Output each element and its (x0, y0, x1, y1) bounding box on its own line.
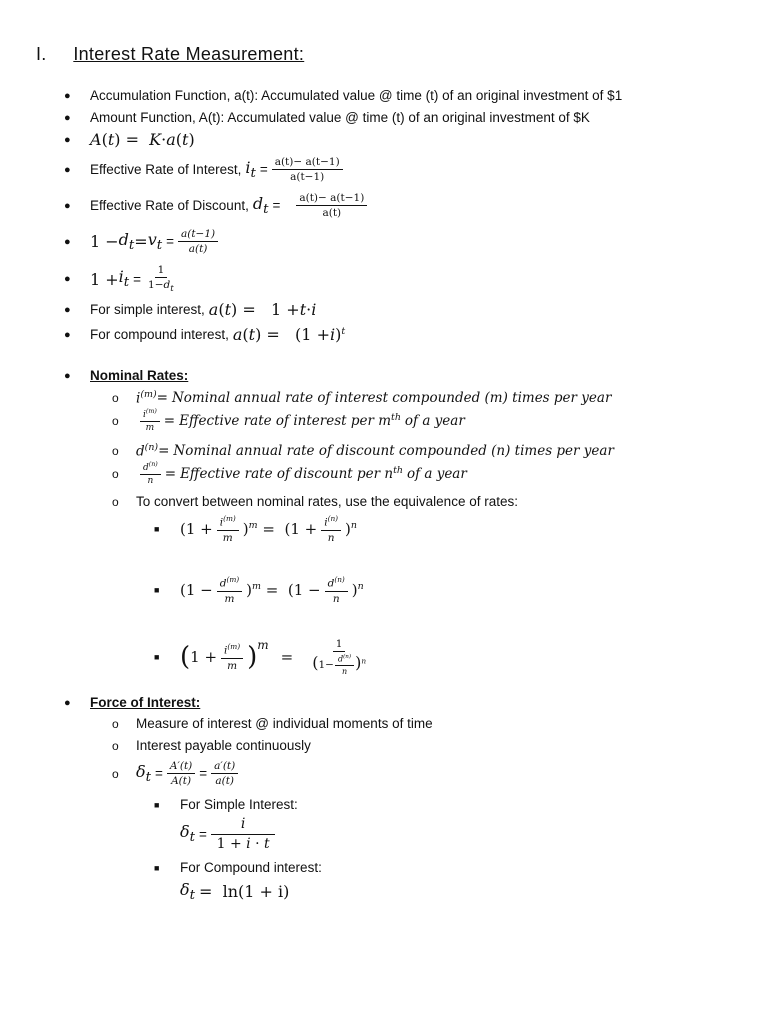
list-item: ● Amount Function, A(t): Accumulated value @ time (t) of an original investment of $K (64, 110, 590, 125)
formula-compound: ● For compound interest, a ( t ) = (1 + i ) $^t$ (64, 325, 346, 344)
formula-A: ● A ( t ) = K · a ( t ) (64, 130, 195, 149)
formula-simple: ● For simple interest, a ( t ) = 1 + t · i (64, 300, 317, 319)
formula-effective-interest: ● Effective Rate of Interest, $i_t$ = $\frac{a(t)- a(t-1)}{a(t-1)}$ (64, 156, 347, 183)
section-number: I. (36, 44, 47, 64)
formula-delta-compound: $\delta_t$ = ln(1 + i) (180, 880, 290, 904)
list-item: o To convert between nominal rates, use the equivalence of rates: (112, 494, 518, 509)
list-item: ■ For Compound interest: (154, 860, 322, 875)
section-title: Interest Rate Measurement: (73, 44, 305, 64)
list-item: ■ For Simple Interest: (154, 797, 298, 812)
force-heading: ● Force of Interest: (64, 695, 201, 710)
formula-it: ● 1 + $i_t$ = $\frac{1}{1-d_t}$ (64, 264, 174, 295)
list-item: o $d^{(n)}$ = Nominal annual rate of discount compounded (n) times per year (112, 442, 614, 460)
equivalence-discount: ■ (1 − $\frac{d^{(m)}}{m}$ ) $^m$ = (1 − $\frac{d^{(n)}}{n}$ ) $^n$ (154, 575, 364, 605)
list-item: o $i^{(m)}$ = Nominal annual rate of interest compounded (m) times per year (112, 389, 612, 407)
list-item: ● Accumulation Function, a(t): Accumulated value @ time (t) of an original investment of $1 (64, 88, 623, 103)
nominal-heading: ● Nominal Rates: (64, 368, 189, 383)
equivalence-interest: ■ (1 + $\frac{i^{(m)}}{m}$ ) $^m$ = (1 + $\frac{i^{(n)}}{n}$ ) $^n$ (154, 514, 357, 544)
formula-vt: ● 1 − $d_t$ = $v_t$ = $\frac{a(t-1)}{a(t)}$ (64, 228, 222, 255)
list-item: o Measure of interest @ individual moments of time (112, 716, 433, 731)
section-heading (36, 44, 304, 65)
equivalence-mixed: ■ ( 1 + $\frac{i^{(m)}}{m}$ ) m = 1 (1− $\frac{d^{(n)}}{n}$ )$^n$ (154, 638, 367, 676)
formula-delta-simple: $\delta_t$ = $\frac{i}{1 + i \cdot t}$ (180, 816, 279, 852)
list-item: o $\frac{i^{(m)}}{m}$ = Effective rate of interest per m $^{th}$ of a year (112, 408, 465, 433)
formula-delta: o $\delta_t$ = $\frac{A'(t)}{A(t)}$ = $\frac{a'(t)}{a(t)}$ (112, 760, 242, 787)
list-item: o $\frac{d^{(n)}}{n}$ = Effective rate of discount per n $^{th}$ of a year (112, 461, 467, 486)
formula-effective-discount: ● Effective Rate of Discount, $d_t$ = $\frac{a(t)- a(t-1)}{a(t)}$ (64, 192, 371, 219)
list-item: o Interest payable continuously (112, 738, 311, 753)
